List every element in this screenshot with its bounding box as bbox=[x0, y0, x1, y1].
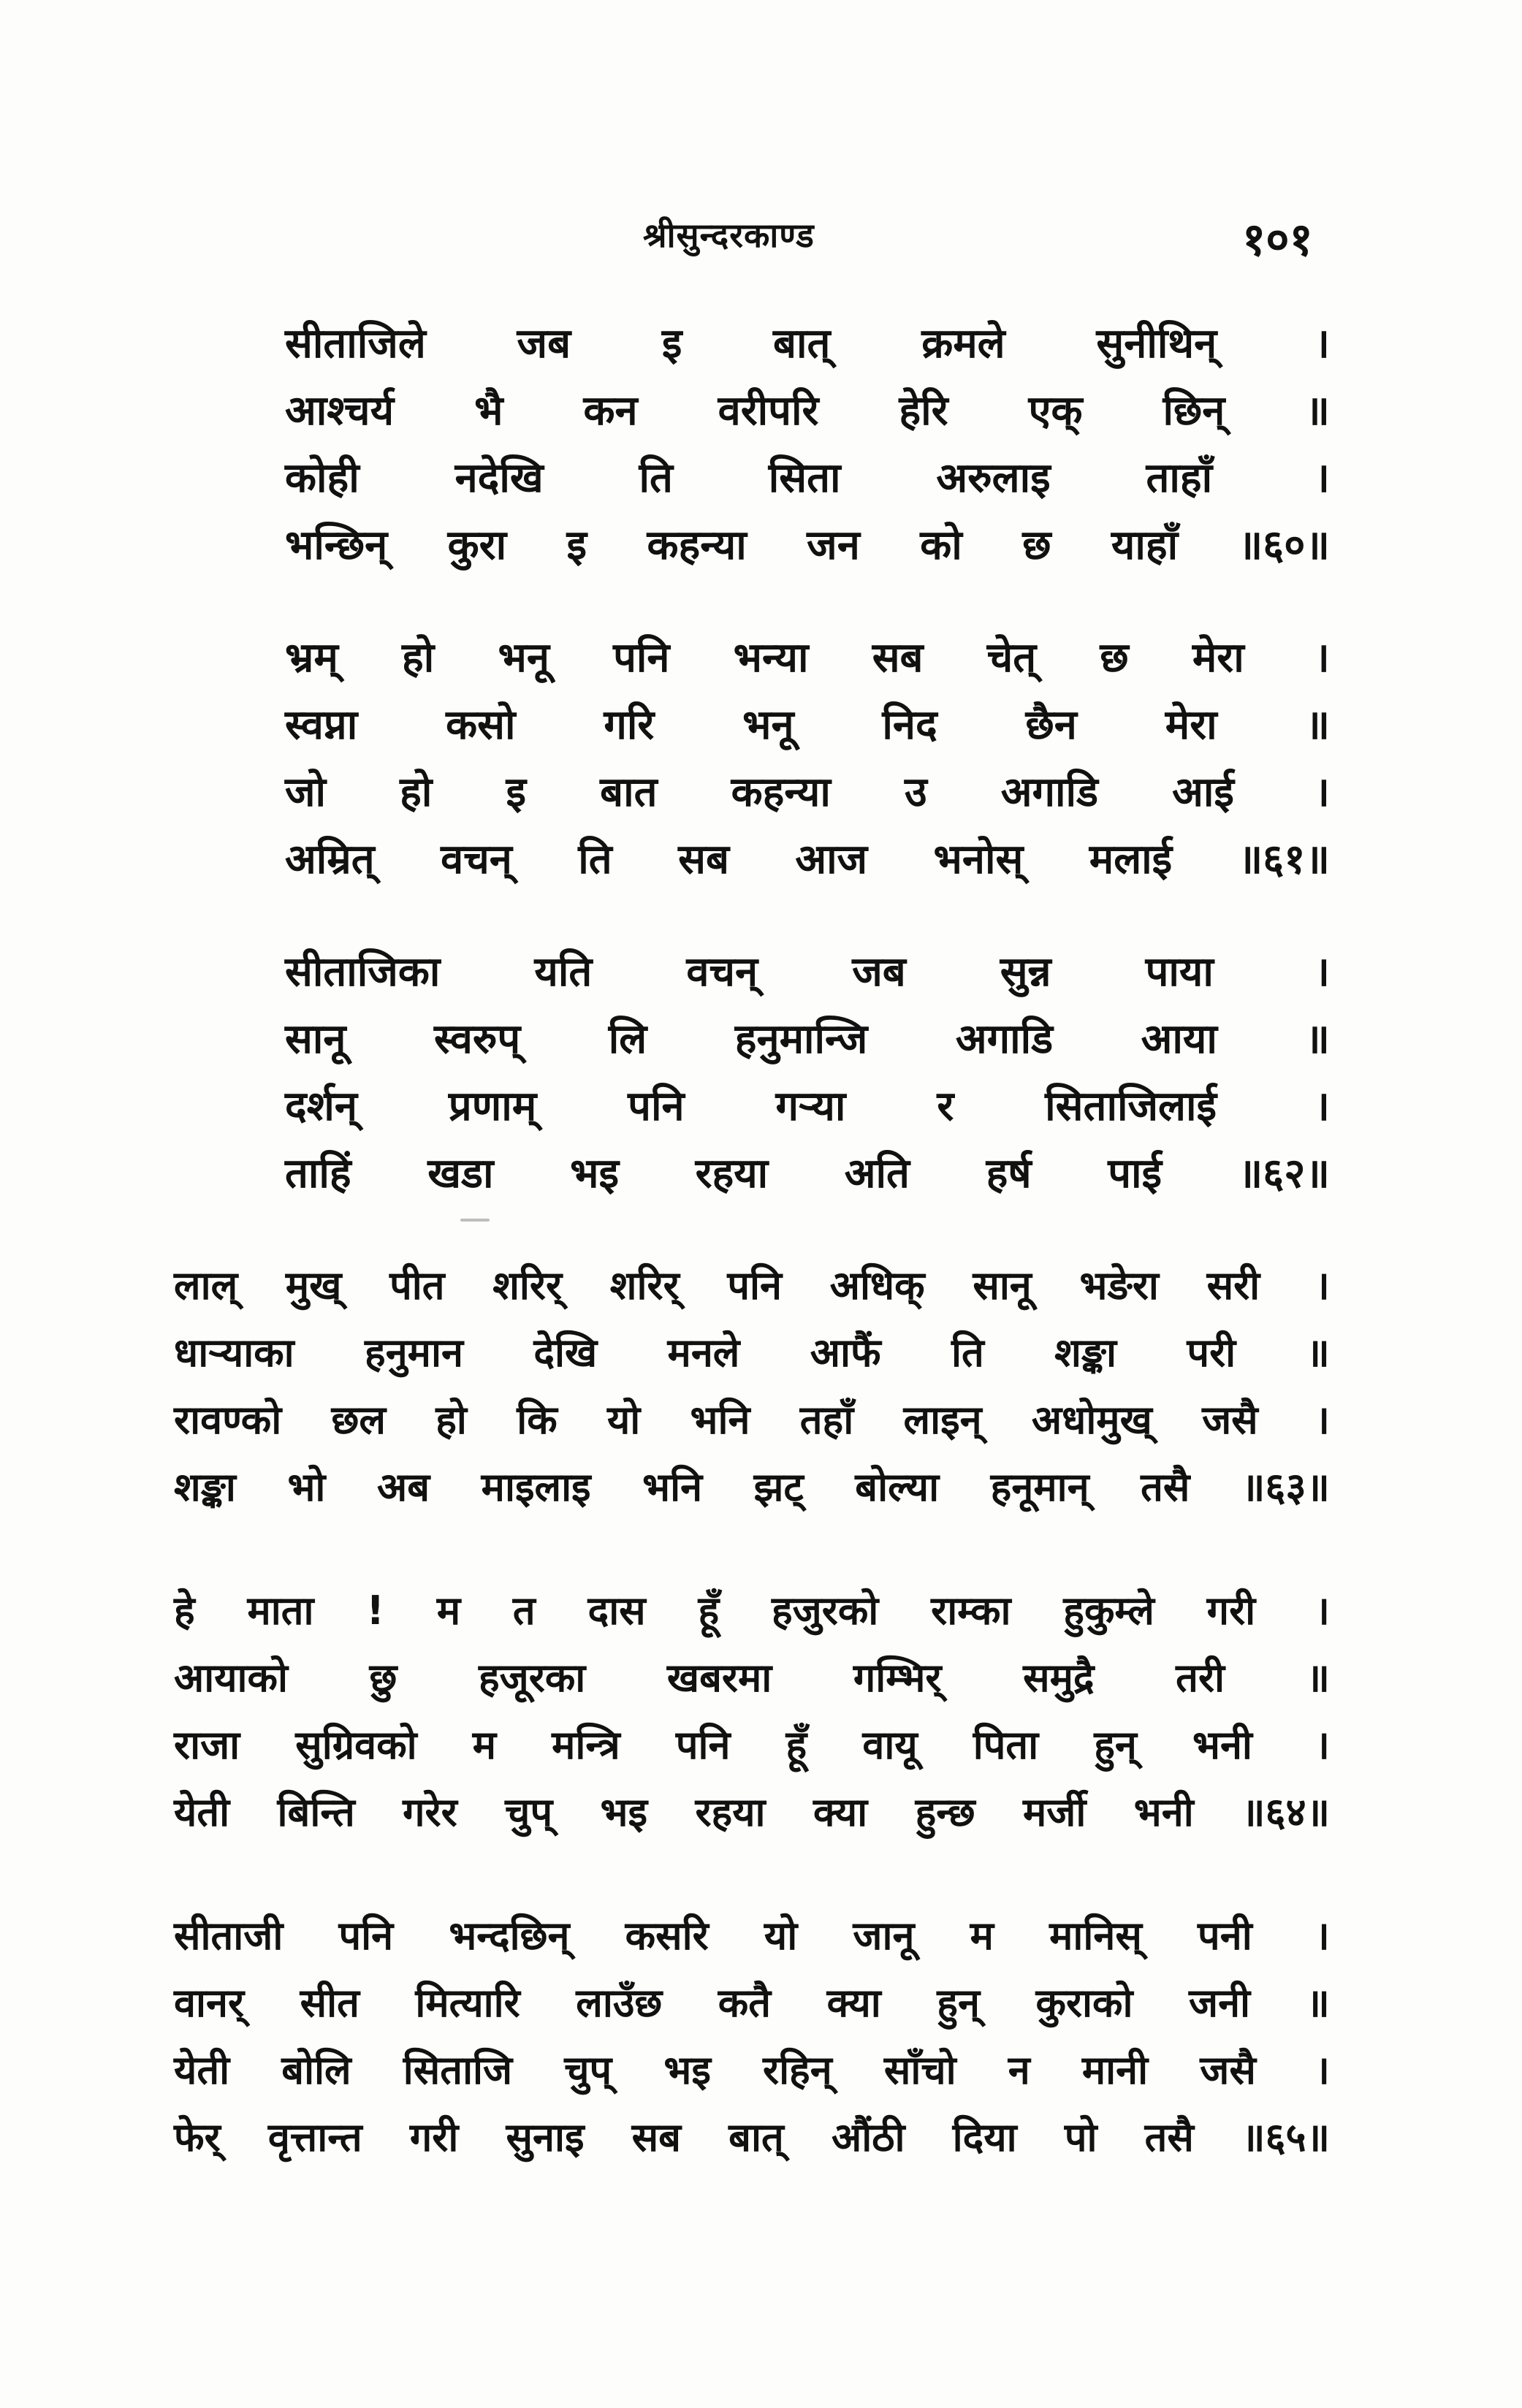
verse-word: क्रमले bbox=[921, 320, 1005, 367]
verse-line bbox=[174, 1907, 1330, 1974]
verse-word: पनि bbox=[338, 1913, 394, 1959]
verse-word: अम्रित् bbox=[285, 836, 375, 883]
verse-word: भनू bbox=[742, 701, 794, 749]
verse-word: लाल् bbox=[174, 1262, 238, 1308]
verse-word: मेरा bbox=[1192, 634, 1244, 682]
verse-word: बात bbox=[600, 769, 658, 816]
verse-word: हनुमान bbox=[365, 1330, 463, 1376]
verse-word: झट् bbox=[753, 1464, 804, 1510]
verse-word: धाऱ्याका bbox=[174, 1330, 294, 1376]
verse-word: पनि bbox=[675, 1722, 731, 1768]
verse-line-end: ॥ bbox=[1305, 1016, 1330, 1063]
stanza-65 bbox=[174, 1907, 1330, 2176]
verse-word: भनू bbox=[498, 634, 549, 682]
verse-word: छ bbox=[1100, 634, 1129, 682]
verse-line-end: ॥ bbox=[1305, 701, 1330, 749]
verse-word: भनी bbox=[1133, 1789, 1194, 1835]
verse-word: आफैं bbox=[810, 1330, 881, 1376]
verse-word: हर्ष bbox=[986, 1150, 1032, 1197]
verse-word: कि bbox=[517, 1397, 558, 1443]
verse-word: कन bbox=[583, 387, 638, 435]
verse-word: चेत् bbox=[986, 634, 1037, 682]
verse-word: अधोमुख् bbox=[1031, 1397, 1152, 1443]
verse-word: म bbox=[436, 1588, 461, 1634]
verse-word: वचन् bbox=[686, 948, 758, 996]
verse-word: गरी bbox=[1206, 1588, 1256, 1634]
verse-word: पनि bbox=[613, 634, 670, 682]
verse-word: हो bbox=[402, 634, 435, 682]
verse-word: राम्का bbox=[931, 1588, 1011, 1634]
verse-word: कुराको bbox=[1035, 1980, 1133, 2026]
verse-word: दास bbox=[587, 1588, 646, 1634]
verse-word: छैन bbox=[1025, 701, 1077, 749]
verse-word: मानिस् bbox=[1049, 1913, 1142, 1959]
verse-word: भन्या bbox=[733, 634, 809, 682]
verse-word: जब bbox=[517, 320, 571, 367]
verse-word: अरुलाइ bbox=[936, 454, 1051, 502]
verse-line bbox=[174, 1324, 1330, 1391]
verse-line bbox=[285, 314, 1330, 381]
verse-word: कसो bbox=[446, 701, 516, 749]
verse-word: बिन्ति bbox=[277, 1789, 355, 1835]
verse-word: हो bbox=[400, 769, 433, 816]
verse-word: आई bbox=[1172, 769, 1234, 816]
verse-word: अगाडि bbox=[955, 1016, 1054, 1063]
verse-word: पाई bbox=[1108, 1150, 1163, 1197]
stanza-61 bbox=[285, 628, 1330, 897]
verse-word: पो bbox=[1064, 2114, 1097, 2160]
verse-line-end: । bbox=[1314, 1083, 1330, 1130]
verse-word: पनी bbox=[1198, 1913, 1252, 1959]
verse-line bbox=[174, 1257, 1330, 1324]
verse-word: येती bbox=[174, 1789, 230, 1835]
verse-word: साँचो bbox=[883, 2047, 956, 2093]
verse-word: पीत bbox=[389, 1262, 445, 1308]
verse-word: तसै bbox=[1144, 2114, 1194, 2160]
verse-word: हनूमान् bbox=[990, 1464, 1089, 1510]
verse-line-end: । bbox=[1314, 1588, 1330, 1634]
verse-word: म bbox=[472, 1722, 497, 1768]
verse-line bbox=[174, 1716, 1330, 1783]
verse-line-end: ॥६०॥ bbox=[1238, 522, 1330, 569]
verse-word: नदेखि bbox=[454, 454, 544, 502]
verse-word: येती bbox=[174, 2047, 230, 2093]
verse-word: भइ bbox=[600, 1789, 648, 1835]
verse-word: कहन्या bbox=[647, 522, 747, 569]
verse-word: सानू bbox=[285, 1016, 346, 1063]
verse-line-end: ॥ bbox=[1306, 1980, 1330, 2026]
verse-line bbox=[285, 1010, 1330, 1077]
verse-word: जो bbox=[285, 769, 327, 816]
verse-word: सब bbox=[631, 2114, 681, 2160]
verse-word: पिता bbox=[973, 1722, 1039, 1768]
verse-word: क्या bbox=[813, 1789, 868, 1835]
verse-word: हुन्छ bbox=[915, 1789, 975, 1835]
verse-word: शरिर् bbox=[492, 1262, 563, 1308]
verse-word: भन्छिन् bbox=[285, 522, 388, 569]
verse-word: जब bbox=[852, 948, 906, 996]
verse-word: सानू bbox=[973, 1262, 1032, 1308]
verse-word: भो bbox=[287, 1464, 326, 1510]
verse-word: दर्शन् bbox=[285, 1083, 357, 1130]
verse-word: जनी bbox=[1189, 1980, 1251, 2026]
verse-line-end: ॥६५॥ bbox=[1241, 2114, 1330, 2160]
verse-word: सीत bbox=[300, 1980, 359, 2026]
verse-word: ति bbox=[578, 836, 612, 883]
verse-word: हेरि bbox=[899, 387, 948, 435]
verse-word: गरेर bbox=[403, 1789, 457, 1835]
verse-line-end: । bbox=[1314, 1913, 1330, 1959]
verse-word: भनि bbox=[642, 1464, 703, 1510]
verse-word: मनले bbox=[667, 1330, 740, 1376]
verse-word: इ bbox=[661, 320, 682, 367]
verse-line-end: । bbox=[1314, 769, 1330, 816]
verse-word: यति bbox=[534, 948, 593, 996]
verse-word: समुद्रै bbox=[1023, 1655, 1095, 1701]
verse-line bbox=[285, 1144, 1330, 1211]
verse-word: गऱ्या bbox=[775, 1083, 846, 1130]
verse-word: यो bbox=[764, 1913, 798, 1959]
verse-word: प्रणाम् bbox=[448, 1083, 537, 1130]
verse-line-end: ॥६३॥ bbox=[1241, 1464, 1330, 1510]
verse-word: इ bbox=[566, 522, 587, 569]
stanza-63 bbox=[174, 1257, 1330, 1525]
page-number: १०१ bbox=[1242, 213, 1313, 266]
verse-word: पनि bbox=[727, 1262, 782, 1308]
verse-word: छ bbox=[1022, 522, 1051, 569]
verse-line bbox=[174, 1783, 1330, 1851]
verse-word: दिया bbox=[952, 2114, 1017, 2160]
verse-word: भइ bbox=[663, 2047, 711, 2093]
verse-word: जन bbox=[807, 522, 860, 569]
verse-word: सीताजिका bbox=[285, 948, 441, 996]
verse-word: आयाको bbox=[174, 1655, 288, 1701]
verse-word: त bbox=[512, 1588, 536, 1634]
verse-word: शङ्का bbox=[1054, 1330, 1117, 1376]
verse-word: वृत्तान्त bbox=[267, 2114, 362, 2160]
verse-word: हूँ bbox=[698, 1588, 720, 1634]
verse-word: लाउँछ bbox=[576, 1980, 663, 2026]
verse-word: ! bbox=[366, 1588, 384, 1634]
running-header bbox=[0, 212, 1522, 266]
verse-word: गम्भिर् bbox=[853, 1655, 942, 1701]
verse-line-end: ॥ bbox=[1306, 1330, 1330, 1376]
verse-line bbox=[285, 1077, 1330, 1144]
verse-word: गरी bbox=[409, 2114, 459, 2160]
verse-line-end: ॥६४॥ bbox=[1241, 1789, 1330, 1835]
verse-word: मलाई bbox=[1089, 836, 1173, 883]
stanza-60 bbox=[285, 314, 1330, 583]
verse-word: कसरि bbox=[625, 1913, 709, 1959]
verse-word: आश्चर्य bbox=[285, 387, 395, 435]
verse-word: रहया bbox=[695, 1150, 769, 1197]
verse-word: भइ bbox=[570, 1150, 619, 1197]
verse-word: कतै bbox=[718, 1980, 772, 2026]
verse-word: सुनाइ bbox=[506, 2114, 585, 2160]
verse-word: छल bbox=[331, 1397, 386, 1443]
ink-smudge bbox=[460, 1219, 490, 1222]
verse-word: फेर् bbox=[174, 2114, 221, 2160]
verse-word: ति bbox=[951, 1330, 984, 1376]
verse-line-end: ॥६२॥ bbox=[1238, 1150, 1330, 1197]
verse-word: मानी bbox=[1081, 2047, 1149, 2093]
verse-word: सुनीथिन् bbox=[1096, 320, 1217, 367]
verse-line-end: । bbox=[1314, 2047, 1330, 2093]
verse-word: छु bbox=[369, 1655, 397, 1701]
verse-word: सिताजि bbox=[403, 2047, 513, 2093]
verse-word: म bbox=[970, 1913, 994, 1959]
verse-word: बात् bbox=[728, 2114, 784, 2160]
verse-line bbox=[285, 381, 1330, 449]
verse-word: लाइन् bbox=[903, 1397, 982, 1443]
verse-word: बात् bbox=[773, 320, 831, 367]
verse-word: माइलाइ bbox=[481, 1464, 591, 1510]
verse-word: भनी bbox=[1192, 1722, 1252, 1768]
verse-word: सब bbox=[678, 836, 729, 883]
verse-word: मर्जी bbox=[1022, 1789, 1087, 1835]
verse-word: माता bbox=[247, 1588, 314, 1634]
verse-word: रहिन् bbox=[762, 2047, 832, 2093]
verse-word: उ bbox=[904, 769, 927, 816]
verse-line-end: । bbox=[1314, 1722, 1330, 1768]
verse-word: ति bbox=[639, 454, 673, 502]
verse-line bbox=[174, 1391, 1330, 1458]
verse-word: कुरा bbox=[447, 522, 507, 569]
verse-word: वरीपरि bbox=[718, 387, 819, 435]
verse-line-end: ॥६१॥ bbox=[1238, 836, 1330, 883]
verse-word: भन्दछिन् bbox=[449, 1913, 570, 1959]
verse-word: इ bbox=[506, 769, 526, 816]
verse-word: न bbox=[1008, 2047, 1030, 2093]
verse-word: एक् bbox=[1028, 387, 1083, 435]
verse-word: याहाँ bbox=[1111, 522, 1179, 569]
verse-word: हजुरको bbox=[772, 1588, 879, 1634]
verse-line bbox=[285, 696, 1330, 763]
verse-word: अधिक् bbox=[829, 1262, 925, 1308]
verse-word: शङ्का bbox=[174, 1464, 236, 1510]
verse-word: अगाडि bbox=[1000, 769, 1099, 816]
verse-word: ताहिं bbox=[285, 1150, 351, 1197]
verse-line bbox=[174, 1582, 1330, 1649]
verse-word: हजूरका bbox=[479, 1655, 586, 1701]
verse-word: हुन् bbox=[937, 1980, 980, 2026]
verse-word: भनोस् bbox=[933, 836, 1024, 883]
verse-word: हो bbox=[435, 1397, 467, 1443]
verse-line bbox=[174, 1974, 1330, 2041]
verse-word: आया bbox=[1141, 1016, 1217, 1063]
verse-word: कहन्या bbox=[731, 769, 831, 816]
verse-word: खडा bbox=[427, 1150, 494, 1197]
verse-word: चुप् bbox=[564, 2047, 612, 2093]
verse-line-end: । bbox=[1314, 1397, 1330, 1443]
verse-line bbox=[285, 942, 1330, 1010]
verse-word: बोल्या bbox=[855, 1464, 940, 1510]
verse-word: खबरमा bbox=[666, 1655, 772, 1701]
verse-word: भङेरा bbox=[1079, 1262, 1159, 1308]
verse-word: लि bbox=[608, 1016, 647, 1063]
verse-word: हुन् bbox=[1094, 1722, 1137, 1768]
verse-word: क्या bbox=[826, 1980, 881, 2026]
verse-word: छिन् bbox=[1163, 387, 1225, 435]
verse-word: कोही bbox=[285, 454, 359, 502]
verse-word: जसै bbox=[1200, 2047, 1256, 2093]
verse-word: सुन्न bbox=[1000, 948, 1051, 996]
verse-word: अति bbox=[844, 1150, 910, 1197]
verse-word: तसै bbox=[1141, 1464, 1190, 1510]
verse-word: रावण्को bbox=[174, 1397, 282, 1443]
verse-word: राजा bbox=[174, 1722, 240, 1768]
verse-word: भै bbox=[474, 387, 503, 435]
verse-word: पाया bbox=[1145, 948, 1214, 996]
verse-word: मित्यारि bbox=[415, 1980, 520, 2026]
verse-line bbox=[174, 2108, 1330, 2176]
verse-word: हनुमान्जि bbox=[734, 1016, 868, 1063]
verse-line bbox=[285, 830, 1330, 897]
verse-word: शरिर् bbox=[609, 1262, 680, 1308]
verse-word: निद bbox=[882, 701, 937, 749]
verse-line bbox=[285, 449, 1330, 516]
verse-line-end: । bbox=[1314, 454, 1330, 502]
verse-word: आज bbox=[795, 836, 868, 883]
verse-word: वायू bbox=[862, 1722, 918, 1768]
verse-line bbox=[285, 628, 1330, 696]
verse-word: ताहाँ bbox=[1146, 454, 1213, 502]
verse-line-end: । bbox=[1314, 634, 1330, 682]
verse-line bbox=[174, 1458, 1330, 1525]
verse-word: सिता bbox=[768, 454, 841, 502]
running-title: श्रीसुन्दरकाण्ड bbox=[643, 216, 815, 255]
verse-word: बोलि bbox=[281, 2047, 351, 2093]
verse-line-end: । bbox=[1314, 320, 1330, 367]
verse-word: सरी bbox=[1206, 1262, 1260, 1308]
verse-word: हे bbox=[174, 1588, 195, 1634]
verse-word: पनि bbox=[628, 1083, 685, 1130]
verse-line-end: । bbox=[1314, 1262, 1330, 1308]
verse-word: मन्त्रि bbox=[552, 1722, 620, 1768]
verse-word: यो bbox=[606, 1397, 641, 1443]
verse-word: स्वप्ना bbox=[285, 701, 358, 749]
verse-word: परी bbox=[1187, 1330, 1236, 1376]
verse-word: मेरा bbox=[1165, 701, 1217, 749]
verse-word: स्वरुप् bbox=[433, 1016, 521, 1063]
verse-word: सुग्रिवको bbox=[295, 1722, 417, 1768]
verse-word: रहया bbox=[695, 1789, 766, 1835]
verse-word: हुकुम्ले bbox=[1063, 1588, 1154, 1634]
verse-line-end: ॥ bbox=[1306, 1655, 1330, 1701]
verse-word: भनि bbox=[690, 1397, 750, 1443]
verse-word: तहाँ bbox=[799, 1397, 854, 1443]
verse-word: सिताजिलाई bbox=[1045, 1083, 1217, 1130]
verse-word: जानू bbox=[853, 1913, 915, 1959]
verse-word: सीताजी bbox=[174, 1913, 284, 1959]
verse-word: वानर् bbox=[174, 1980, 245, 2026]
verse-word: चुप् bbox=[505, 1789, 553, 1835]
verse-word: देखि bbox=[533, 1330, 598, 1376]
verse-word: अब bbox=[377, 1464, 430, 1510]
verse-word: वचन् bbox=[441, 836, 512, 883]
verse-word: तरी bbox=[1176, 1655, 1225, 1701]
verse-word: सीताजिले bbox=[285, 320, 426, 367]
verse-word: र bbox=[937, 1083, 954, 1130]
verse-word: गरि bbox=[604, 701, 655, 749]
verse-line bbox=[285, 516, 1330, 583]
stanza-62 bbox=[285, 942, 1330, 1211]
verse-word: सब bbox=[872, 634, 924, 682]
verse-word: जसै bbox=[1202, 1397, 1258, 1443]
verse-line-end: । bbox=[1314, 948, 1330, 996]
verse-word: भ्रम् bbox=[285, 634, 338, 682]
verse-line-end: ॥ bbox=[1305, 387, 1330, 435]
stanza-64 bbox=[174, 1582, 1330, 1851]
verse-word: को bbox=[920, 522, 962, 569]
verse-line bbox=[174, 2041, 1330, 2108]
verse-word: मुख् bbox=[285, 1262, 342, 1308]
verse-line bbox=[174, 1649, 1330, 1716]
verse-line bbox=[285, 763, 1330, 830]
verse-word: हूँ bbox=[785, 1722, 807, 1768]
verse-word: औंठी bbox=[831, 2114, 905, 2160]
